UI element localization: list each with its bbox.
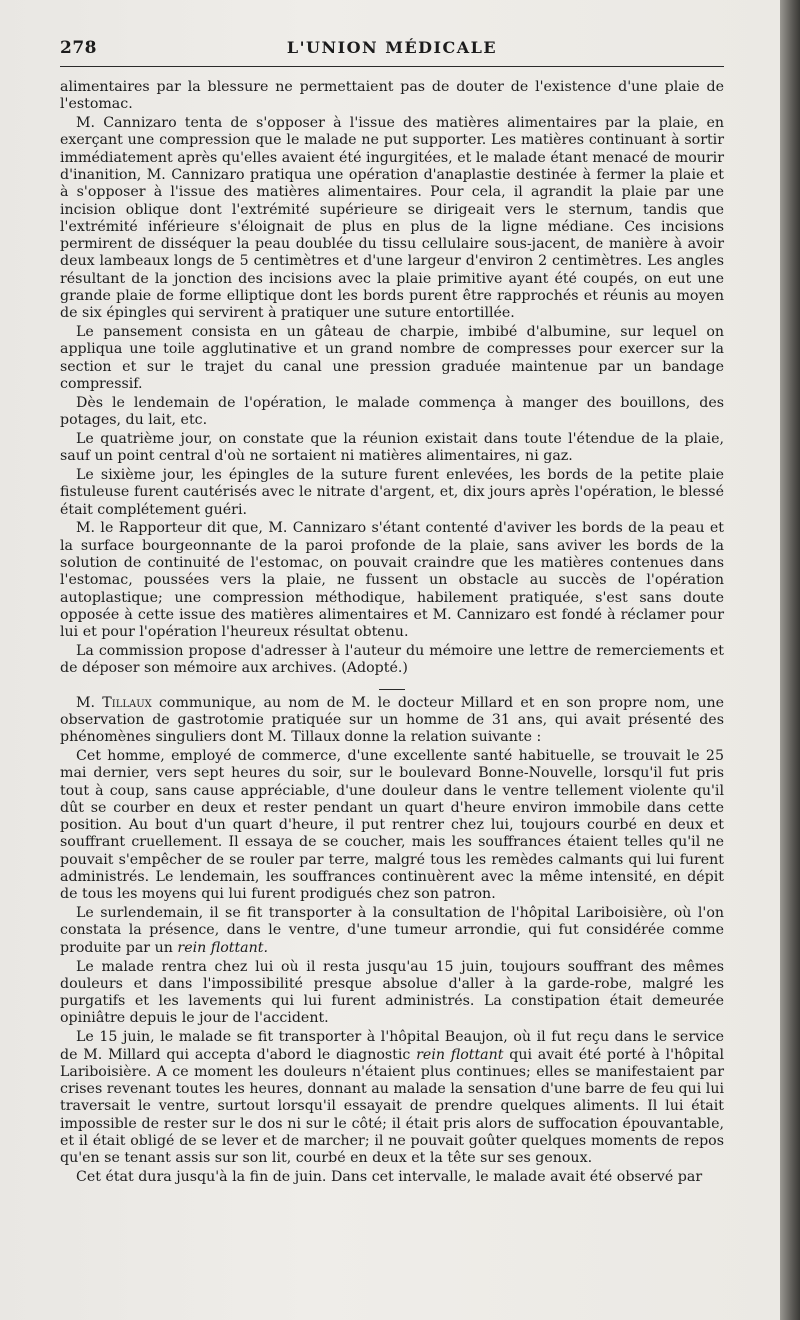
paragraph-text: Le surlendemain, il se fit transporter à la consultation de l'hôpital Lariboisière, où l'on constata la présence, dans le ventre, d'une tumeur arrondie, qui fut considérée comme produite par un [60, 905, 724, 956]
page-number: 278 [60, 38, 97, 58]
paragraph: Dès le lendemain de l'opération, le malade commença à manger des bouillons, des potages, du lait, etc. [60, 394, 724, 429]
paragraph: Cet homme, employé de commerce, d'une excellente santé habituelle, se trouvait le 25 mai dernier, vers sept heures du soir, sur le boulevard Bonne-Nouvelle, lorsqu'il fut pris tout à coup, sans cause appréciable, d'une douleur dans le ventre tellement violente qu'il dût se courber en deux et rester pendant un quart d'heure environ immobile dans cette position. Au bout d'un quart d'heure, il put rentrer chez lui, toujours courbé en deux et souffrant cruellement. Il essaya de se coucher, mais les souffrances étaient telles qu'il ne pouvait s'empêcher de se rouler par terre, malgré tous les remèdes calmants qui lui furent administrés. Le lendemain, les souffrances continuèrent avec la même intensité, en dépit de tous les moyens qui lui furent prodigués chez son patron. [60, 747, 724, 903]
page-header [60, 38, 724, 62]
paragraph [60, 695, 724, 747]
paragraph [60, 905, 724, 957]
paragraph: Le quatrième jour, on constate que la réunion existait dans toute l'étendue de la plaie, sauf un point central d'où ne sortaient ni matières alimentaires, ni gaz. [60, 430, 724, 465]
article-body [60, 79, 724, 1188]
paragraph: Le malade rentra chez lui où il resta jusqu'au 15 juin, toujours souffrant des mêmes douleurs et dans l'impossibilité presque absolue d'aller à la garde-robe, malgré les purgatifs et les lavements qui lui furent administrés. La constipation était demeurée opiniâtre depuis le jour de l'accident. [60, 958, 724, 1027]
paragraph-text: qui avait été porté à l'hôpital Lariboisière. A ce moment les douleurs n'étaient plus continues; elles se manifestaient par crises revenant toutes les heures, donnant au malade la sensation d'une barre de feu qui lui traversait le ventre, surtout lorsqu'il essayait de prendre quelques aliments. Il lui était impossible de rester sur le dos ni sur le côté; il était pris alors de suffocation épouvantable, et il était obligé de se lever et de marcher; il ne pouvait goûter quelques moments de repos qu'en se tenant assis sur son lit, courbé en deux et la tête sur ses genoux. [60, 1046, 724, 1167]
paragraph [60, 1029, 724, 1167]
paragraph: M. le Rapporteur dit que, M. Cannizaro s'étant contenté d'aviver les bords de la peau et la surface bourgeonnante de la paroi profonde de la plaie, sans aviver les bords de la solution de continuité de l'estomac, on pouvait craindre que les matières contenues dans l'estomac, poussées vers la plaie, ne fussent un obstacle au succès de l'opération autoplastique; une compression méthodique, habilement pratiquée, s'est sans doute opposée à cette issue des matières alimentaires et M. Cannizaro est fondé à réclamer pour lui et pour l'opération l'heureux résultat obtenu. [60, 520, 724, 641]
italic-term: rein flottant. [177, 939, 268, 956]
paragraph: Le sixième jour, les épingles de la suture furent enlevées, les bords de la petite plaie fistuleuse furent cautérisés avec le nitrate d'argent, et, dix jours après l'opération, le blessé était complétement guéri. [60, 467, 724, 518]
speaker-prefix: M. [76, 694, 96, 711]
speaker-name: Tillaux [102, 694, 152, 711]
paragraph: Le pansement consista en un gâteau de charpie, imbibé d'albumine, sur lequel on appliqua une toile agglutinative et un grand nombre de compresses pour exercer sur la section et sur le trajet du canal une pression graduée maintenue par un bandage compressif. [60, 324, 724, 393]
paragraph: La commission propose d'adresser à l'auteur du mémoire une lettre de remerciements et de déposer son mémoire aux archives. (Adopté.) [60, 643, 724, 677]
paragraph-text: Le 15 juin, le malade se fit transporter à l'hôpital Beaujon, où il fut reçu dans le service de M. Millard qui accepta d'abord le diagnostic [60, 1029, 724, 1063]
book-binding-edge [780, 0, 800, 1320]
paragraph-text: communique, au nom de M. le docteur Millard et en son propre nom, une observation de gastrotomie pratiquée sur un homme de 31 ans, qui avait présenté des phénomènes singuliers dont M. Tillaux donne la relation suivante : [60, 694, 724, 746]
running-title: L'UNION MÉDICALE [286, 38, 498, 57]
header-rule [60, 66, 724, 67]
paragraph: M. Cannizaro tenta de s'opposer à l'issue des matières alimentaires par la plaie, en exerçant une compression que le malade ne put supporter. Les matières continuant à sortir immédiatement après qu'elles avaient été ingurgitées, et le malade étant menacé de mourir d'inanition, M. Cannizaro pratiqua une opération d'anaplastie destinée à fermer la plaie et à s'opposer à l'issue des matières alimentaires. Pour cela, il agrandit la plaie par une incision oblique dont l'extrémité supérieure se dirigeait vers le sternum, tandis que l'extrémité inférieure s'éloignait de plus en plus de la ligne médiane. Ces incisions permirent de disséquer la peau doublée du tissu cellulaire sous-jacent, de manière à avoir deux lambeaux longs de 5 centimètres et d'une largeur d'environ 2 centimètres. Les angles résultant de la jonction des incisions avec la plaie primitive ayant été coupés, on eut une grande plaie de forme elliptique dont les bords purent être rapprochés et réunis au moyen de six épingles qui servirent à pratiquer une suture entortillée. [60, 115, 724, 322]
paragraph: alimentaires par la blessure ne permettaient pas de douter de l'existence d'une plaie de l'estomac. [60, 79, 724, 113]
italic-term: rein flottant [416, 1046, 504, 1063]
paragraph: Cet état dura jusqu'à la fin de juin. Dans cet intervalle, le malade avait été observé par [76, 1169, 703, 1186]
section-separator [379, 689, 405, 690]
